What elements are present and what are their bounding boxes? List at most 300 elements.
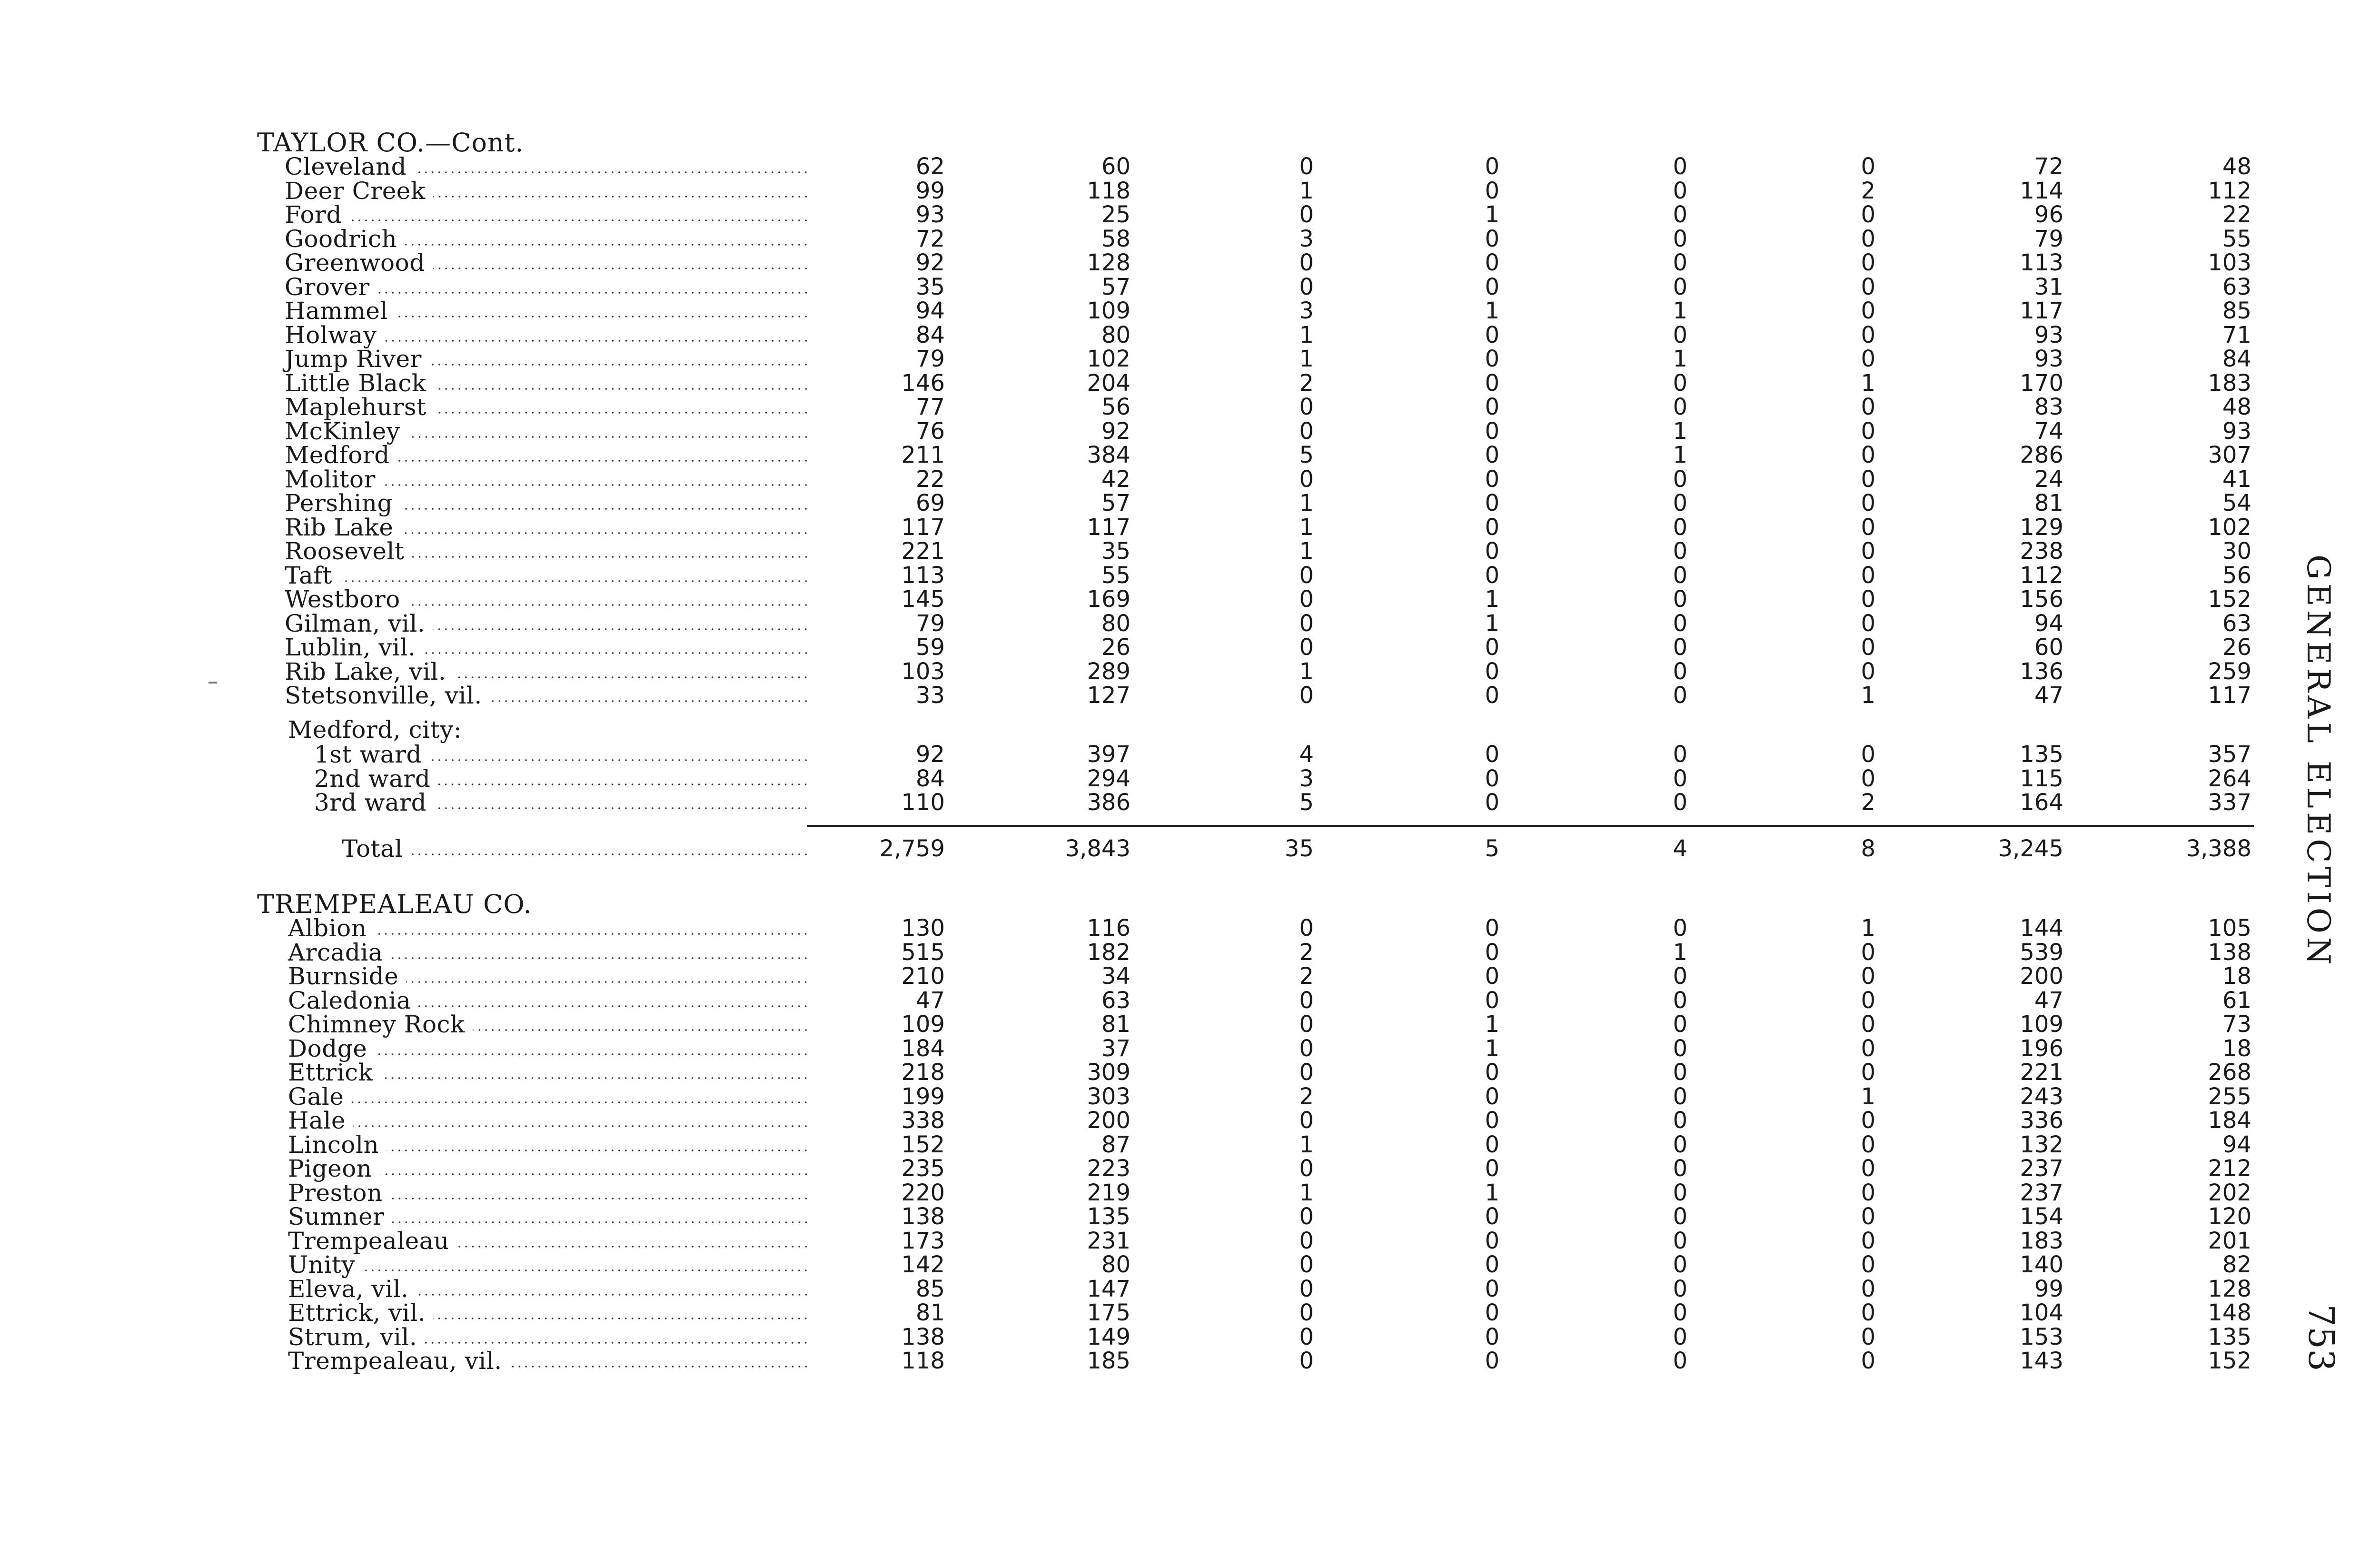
row-label: Gilman, vil.: [285, 609, 426, 637]
vote-cell: 0: [1485, 153, 1499, 180]
table-row: [0, 1205, 2332, 1229]
table-row: [0, 764, 2332, 793]
vote-cell: 0: [1299, 1107, 1314, 1134]
row-label: Ettrick: [288, 1059, 373, 1086]
vote-cell: 22: [915, 466, 945, 493]
vote-cell: 0: [1485, 466, 1499, 493]
vote-cell: 0: [1673, 789, 1687, 816]
row-label: Ettrick, vil.: [288, 1299, 426, 1327]
vote-cell: 0: [1673, 765, 1687, 792]
vote-cell: 0: [1861, 586, 1875, 613]
vote-cell: 114: [2020, 177, 2063, 204]
vote-cell: 34: [1101, 963, 1130, 990]
leader-dots: [351, 1101, 809, 1104]
vote-cell: 237: [2020, 1179, 2063, 1206]
row-label: Stetsonville, vil.: [285, 682, 482, 709]
vote-cell: 0: [1299, 682, 1314, 709]
row-label: Caledonia: [288, 986, 411, 1014]
vote-cell: 2: [1861, 177, 1875, 204]
vote-cell: 0: [1673, 1059, 1687, 1086]
row-label: Burnside: [288, 962, 399, 990]
leader-dots: [434, 411, 809, 414]
row-label: Albion: [288, 914, 367, 942]
vote-cell: 235: [901, 1155, 945, 1182]
table-row: [0, 1130, 2332, 1159]
vote-cell: 0: [1485, 1059, 1499, 1086]
vote-cell: 132: [2020, 1131, 2063, 1158]
vote-cell: 0: [1485, 538, 1499, 565]
vote-cell: 0: [1485, 273, 1499, 300]
leader-dots: [390, 1197, 809, 1200]
vote-cell: 0: [1861, 538, 1875, 565]
vote-cell: 0: [1673, 273, 1687, 300]
leader-dots: [433, 1317, 809, 1320]
vote-cell: 47: [2034, 682, 2063, 709]
vote-cell: 202: [2208, 1179, 2251, 1206]
vote-cell: 1: [1861, 682, 1875, 709]
leader-dots: [429, 363, 809, 366]
vote-cell: 147: [1087, 1275, 1130, 1302]
vote-cell: 2: [1299, 939, 1314, 966]
vote-cell: 259: [2208, 658, 2251, 685]
vote-cell: 237: [2020, 1155, 2063, 1182]
table-row: [0, 539, 2332, 563]
vote-cell: 1: [1299, 1131, 1314, 1158]
total-row: [0, 837, 2332, 861]
vote-cell: 0: [1299, 586, 1314, 613]
vote-cell: 220: [901, 1179, 945, 1206]
vote-cell: 0: [1673, 321, 1687, 348]
vote-cell: 0: [1861, 490, 1875, 516]
vote-cell: 152: [2208, 1348, 2251, 1374]
vote-cell: 0: [1485, 987, 1499, 1014]
leader-dots: [349, 219, 809, 222]
medford-city-label: Medford, city:: [288, 716, 462, 743]
vote-cell: 0: [1861, 1059, 1875, 1086]
leader-dots: [434, 387, 809, 390]
leader-dots: [414, 171, 809, 174]
vote-cell: 80: [1101, 610, 1130, 637]
row-label: 3rd ward: [314, 789, 427, 816]
vote-cell: 80: [1101, 321, 1130, 348]
vote-cell: 0: [1861, 658, 1875, 685]
table-row: [0, 323, 2332, 347]
vote-cell: 135: [1087, 1203, 1130, 1230]
row-label: Hammel: [285, 297, 388, 325]
row-label: Deer Creek: [285, 177, 426, 205]
leader-dots: [406, 981, 809, 983]
vote-cell: 148: [2208, 1299, 2251, 1326]
vote-cell: 146: [901, 369, 945, 396]
vote-cell: 0: [1673, 1107, 1687, 1134]
vote-cell: 112: [2020, 562, 2063, 589]
vote-cell: 102: [2208, 514, 2251, 541]
vote-cell: 99: [2034, 1275, 2063, 1302]
vote-cell: 1: [1299, 658, 1314, 685]
vote-cell: 94: [2034, 610, 2063, 637]
vote-cell: 1: [1299, 177, 1314, 204]
vote-cell: 0: [1673, 1203, 1687, 1230]
vote-cell: 35: [1101, 538, 1130, 565]
vote-cell: 0: [1861, 1227, 1875, 1254]
table-row: [0, 609, 2332, 637]
row-label: Lincoln: [288, 1130, 379, 1159]
total-cell: 2,759: [879, 835, 945, 862]
vote-cell: 81: [915, 1299, 945, 1326]
vote-cell: 0: [1299, 153, 1314, 180]
vote-cell: 0: [1485, 1203, 1499, 1230]
vote-cell: 76: [915, 417, 945, 445]
vote-cell: 1: [1485, 586, 1499, 613]
leader-dots: [429, 759, 809, 762]
vote-cell: 0: [1673, 1227, 1687, 1254]
vote-cell: 183: [2020, 1227, 2063, 1254]
leader-dots: [510, 1365, 809, 1368]
vote-cell: 83: [2034, 394, 2063, 420]
vote-cell: 63: [1101, 987, 1130, 1014]
row-label: Grover: [285, 273, 370, 301]
vote-cell: 81: [2034, 490, 2063, 516]
vote-cell: 79: [915, 610, 945, 637]
vote-cell: 0: [1485, 765, 1499, 792]
vote-cell: 0: [1485, 442, 1499, 468]
vote-cell: 0: [1673, 177, 1687, 204]
vote-cell: 103: [901, 658, 945, 685]
vote-cell: 0: [1485, 963, 1499, 990]
vote-cell: 0: [1673, 201, 1687, 228]
vote-cell: 184: [901, 1035, 945, 1062]
vote-cell: 37: [1101, 1035, 1130, 1062]
vote-cell: 0: [1861, 225, 1875, 252]
vote-cell: 0: [1673, 394, 1687, 420]
table-row: [0, 443, 2332, 467]
table-row: [0, 1082, 2332, 1110]
vote-cell: 170: [2020, 369, 2063, 396]
vote-cell: 0: [1299, 201, 1314, 228]
vote-cell: 48: [2222, 153, 2251, 180]
vote-cell: 109: [1087, 297, 1130, 324]
vote-cell: 184: [2208, 1107, 2251, 1134]
table-row: [0, 275, 2332, 299]
leader-dots: [380, 1077, 809, 1080]
vote-cell: 80: [1101, 1251, 1130, 1278]
row-label: Taft: [285, 561, 332, 589]
leader-dots: [380, 1173, 809, 1176]
vote-cell: 0: [1299, 1011, 1314, 1038]
vote-cell: 539: [2020, 939, 2063, 966]
vote-cell: 55: [1101, 562, 1130, 589]
vote-cell: 85: [2222, 297, 2251, 324]
vote-cell: 0: [1673, 741, 1687, 768]
vote-cell: 264: [2208, 765, 2251, 792]
total-cell: 5: [1485, 835, 1499, 862]
vote-cell: 154: [2020, 1203, 2063, 1230]
vote-cell: 1: [1485, 1179, 1499, 1206]
vote-cell: 54: [2222, 490, 2251, 516]
leader-dots: [433, 267, 809, 270]
vote-cell: 289: [1087, 658, 1130, 685]
vote-cell: 243: [2020, 1083, 2063, 1110]
vote-cell: 0: [1485, 1251, 1499, 1278]
vote-cell: 0: [1861, 963, 1875, 990]
table-row: [0, 227, 2332, 251]
table-row: [0, 1325, 2332, 1349]
vote-cell: 0: [1673, 153, 1687, 180]
vote-cell: 3: [1299, 297, 1314, 324]
vote-cell: 4: [1299, 741, 1314, 768]
row-label: Jump River: [285, 345, 422, 373]
vote-cell: 47: [915, 987, 945, 1014]
vote-cell: 0: [1299, 1203, 1314, 1230]
vote-cell: 105: [2208, 915, 2251, 941]
vote-cell: 0: [1299, 1251, 1314, 1278]
vote-cell: 74: [2034, 417, 2063, 445]
vote-cell: 221: [901, 538, 945, 565]
vote-cell: 87: [1101, 1131, 1130, 1158]
vote-cell: 59: [915, 634, 945, 661]
vote-cell: 0: [1861, 466, 1875, 493]
vote-cell: 120: [2208, 1203, 2251, 1230]
vote-cell: 1: [1485, 610, 1499, 637]
leader-dots: [375, 1053, 809, 1056]
vote-cell: 56: [2222, 562, 2251, 589]
table-row: [0, 791, 2332, 814]
row-label: Cleveland: [285, 153, 407, 180]
vote-cell: 129: [2020, 514, 2063, 541]
vote-cell: 0: [1861, 1107, 1875, 1134]
vote-cell: 0: [1673, 1083, 1687, 1110]
vote-cell: 0: [1861, 1323, 1875, 1350]
row-label: Medford: [285, 441, 390, 469]
vote-cell: 0: [1299, 915, 1314, 941]
vote-cell: 3: [1299, 225, 1314, 252]
row-label: Hale: [288, 1107, 346, 1134]
total-rule: [807, 825, 2254, 827]
vote-cell: 1: [1485, 1035, 1499, 1062]
vote-cell: 0: [1485, 417, 1499, 445]
vote-cell: 93: [2034, 346, 2063, 372]
vote-cell: 204: [1087, 369, 1130, 396]
vote-cell: 42: [1101, 466, 1130, 493]
section-heading-trempealeau: TREMPEALEAU CO.: [257, 889, 532, 919]
vote-cell: 0: [1299, 1035, 1314, 1062]
vote-cell: 210: [901, 963, 945, 990]
table-row: [0, 964, 2332, 988]
vote-cell: 152: [901, 1131, 945, 1158]
vote-cell: 138: [901, 1203, 945, 1230]
vote-cell: 212: [2208, 1155, 2251, 1182]
vote-cell: 0: [1861, 1155, 1875, 1182]
vote-cell: 0: [1485, 1299, 1499, 1326]
table-row: [0, 1109, 2332, 1132]
vote-cell: 200: [2020, 963, 2063, 990]
vote-cell: 127: [1087, 682, 1130, 709]
leader-dots: [473, 1029, 809, 1031]
vote-cell: 57: [1101, 273, 1130, 300]
vote-cell: 153: [2020, 1323, 2063, 1350]
vote-cell: 72: [915, 225, 945, 252]
leader-dots: [397, 459, 809, 462]
vote-cell: 336: [2020, 1107, 2063, 1134]
table-row: [0, 1060, 2332, 1084]
table-row: [0, 916, 2332, 940]
vote-cell: 118: [1087, 177, 1130, 204]
vote-cell: 0: [1673, 1275, 1687, 1302]
vote-cell: 0: [1299, 1348, 1314, 1374]
vote-cell: 1: [1861, 369, 1875, 396]
total-cell: 3,388: [2186, 835, 2251, 862]
vote-cell: 169: [1087, 586, 1130, 613]
vote-cell: 25: [1101, 201, 1130, 228]
vote-cell: 140: [2020, 1251, 2063, 1278]
vote-cell: 0: [1861, 394, 1875, 420]
vote-cell: 0: [1485, 1083, 1499, 1110]
print-speck: [208, 682, 217, 684]
row-label: Little Black: [285, 369, 426, 397]
vote-cell: 0: [1299, 1299, 1314, 1326]
leader-dots: [424, 652, 809, 654]
vote-cell: 41: [2222, 466, 2251, 493]
vote-cell: 156: [2020, 586, 2063, 613]
vote-cell: 0: [1485, 789, 1499, 816]
vote-cell: 31: [2034, 273, 2063, 300]
vote-cell: 0: [1861, 249, 1875, 276]
vote-cell: 152: [2208, 586, 2251, 613]
vote-cell: 0: [1485, 682, 1499, 709]
vote-cell: 223: [1087, 1155, 1130, 1182]
vote-cell: 164: [2020, 789, 2063, 816]
leader-dots: [340, 580, 809, 583]
vote-cell: 57: [1101, 490, 1130, 516]
vote-cell: 113: [2020, 249, 2063, 276]
vote-cell: 0: [1861, 346, 1875, 372]
vote-cell: 221: [2020, 1059, 2063, 1086]
vote-cell: 93: [915, 201, 945, 228]
vote-cell: 0: [1673, 1179, 1687, 1206]
vote-cell: 309: [1087, 1059, 1130, 1086]
vote-cell: 0: [1299, 249, 1314, 276]
vote-cell: 0: [1485, 394, 1499, 420]
row-label: 2nd ward: [314, 764, 431, 793]
vote-cell: 92: [1101, 417, 1130, 445]
table-row: [0, 419, 2332, 443]
vote-cell: 117: [1087, 514, 1130, 541]
leader-dots: [490, 700, 809, 703]
vote-cell: 1: [1861, 915, 1875, 941]
vote-cell: 118: [901, 1348, 945, 1374]
vote-cell: 0: [1299, 562, 1314, 589]
vote-cell: 0: [1673, 658, 1687, 685]
vote-cell: 103: [2208, 249, 2251, 276]
vote-cell: 0: [1861, 201, 1875, 228]
vote-cell: 63: [2222, 610, 2251, 637]
vote-cell: 0: [1485, 346, 1499, 372]
vote-cell: 82: [2222, 1251, 2251, 1278]
vote-cell: 231: [1087, 1227, 1130, 1254]
row-label: Rib Lake, vil.: [285, 657, 446, 685]
vote-cell: 238: [2020, 538, 2063, 565]
vote-cell: 0: [1485, 369, 1499, 396]
vote-cell: 1: [1485, 1011, 1499, 1038]
table-row: [0, 684, 2332, 707]
vote-cell: 0: [1861, 634, 1875, 661]
vote-cell: 60: [1101, 153, 1130, 180]
vote-cell: 0: [1485, 634, 1499, 661]
vote-cell: 0: [1673, 634, 1687, 661]
vote-cell: 0: [1673, 610, 1687, 637]
table-row: [0, 467, 2332, 491]
total-cell: 3,843: [1065, 835, 1130, 862]
table-row: [0, 299, 2332, 323]
vote-cell: 0: [1299, 1323, 1314, 1350]
vote-cell: 0: [1485, 939, 1499, 966]
vote-cell: 5: [1299, 442, 1314, 468]
leader-dots: [383, 484, 809, 486]
vote-cell: 0: [1673, 369, 1687, 396]
vote-cell: 1: [1673, 346, 1687, 372]
vote-cell: 117: [2208, 682, 2251, 709]
leader-dots: [418, 1005, 809, 1008]
table-row: [0, 1229, 2332, 1253]
vote-cell: 211: [901, 442, 945, 468]
vote-cell: 26: [2222, 634, 2251, 661]
vote-cell: 0: [1673, 963, 1687, 990]
leader-dots: [390, 957, 809, 960]
vote-cell: 337: [2208, 789, 2251, 816]
vote-cell: 0: [1485, 1348, 1499, 1374]
vote-cell: 149: [1087, 1323, 1130, 1350]
vote-cell: 136: [2020, 658, 2063, 685]
vote-cell: 0: [1673, 1035, 1687, 1062]
row-label: Strum, vil.: [288, 1323, 417, 1351]
vote-cell: 1: [1299, 321, 1314, 348]
row-label: Preston: [288, 1179, 383, 1207]
vote-cell: 0: [1299, 610, 1314, 637]
vote-cell: 109: [901, 1011, 945, 1038]
vote-cell: 96: [2034, 201, 2063, 228]
vote-cell: 18: [2222, 963, 2251, 990]
running-head-side-title: GENERAL ELECTION: [2300, 555, 2337, 969]
total-cell: 4: [1673, 835, 1687, 862]
vote-cell: 62: [915, 153, 945, 180]
row-label: Ford: [285, 201, 342, 228]
vote-cell: 0: [1485, 1131, 1499, 1158]
vote-cell: 26: [1101, 634, 1130, 661]
vote-cell: 143: [2020, 1348, 2063, 1374]
vote-cell: 1: [1299, 1179, 1314, 1206]
table-row: [0, 635, 2332, 659]
vote-cell: 94: [2222, 1131, 2251, 1158]
table-row: [0, 395, 2332, 419]
leader-dots: [434, 807, 809, 810]
vote-cell: 104: [2020, 1299, 2063, 1326]
leader-dots: [433, 628, 809, 631]
vote-cell: 0: [1861, 987, 1875, 1014]
leader-dots: [412, 555, 809, 558]
table-row: [0, 371, 2332, 395]
vote-cell: 0: [1861, 321, 1875, 348]
vote-cell: 115: [2020, 765, 2063, 792]
vote-cell: 0: [1485, 658, 1499, 685]
vote-cell: 142: [901, 1251, 945, 1278]
vote-cell: 77: [915, 394, 945, 420]
total-cell: 3,245: [1998, 835, 2063, 862]
table-row: [0, 587, 2332, 611]
vote-cell: 357: [2208, 741, 2251, 768]
table-row: [0, 938, 2332, 966]
vote-cell: 112: [2208, 177, 2251, 204]
leader-dots: [353, 1125, 809, 1128]
